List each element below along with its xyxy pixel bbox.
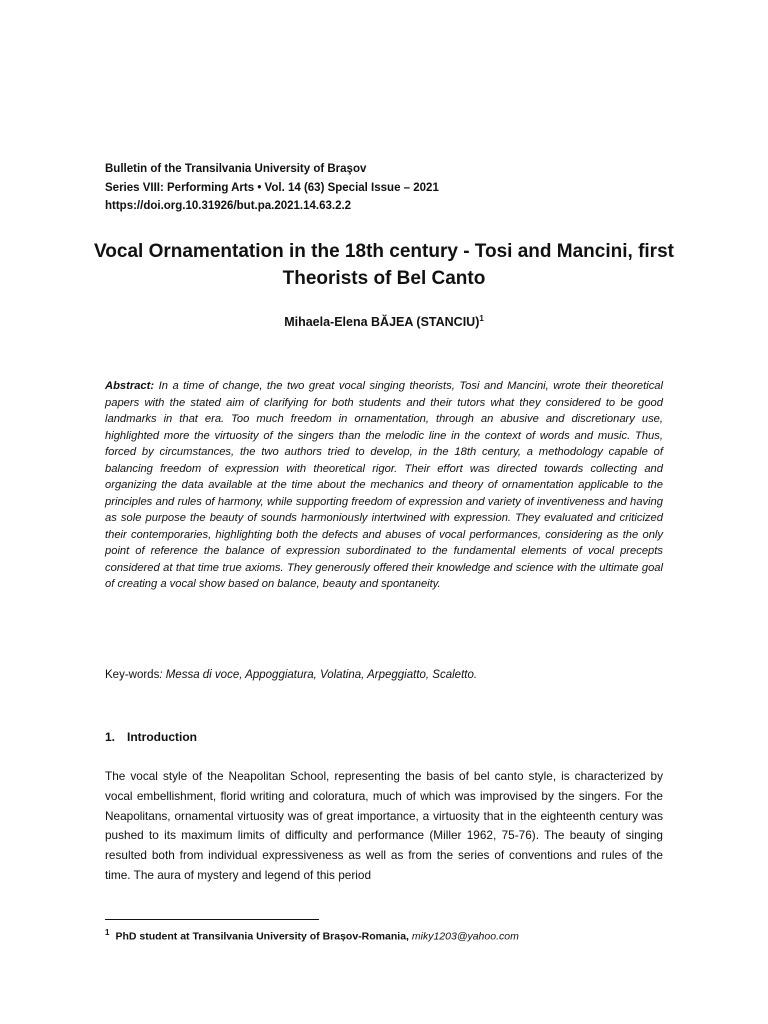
section-title: Introduction <box>127 730 197 744</box>
keywords-label: Key-words <box>105 669 160 681</box>
footnote-mark: 1 <box>105 928 110 937</box>
abstract <box>105 378 663 593</box>
section-heading <box>105 730 197 744</box>
author-name: Mihaela-Elena BĂJEA (STANCIU) <box>284 315 480 330</box>
abstract-label: Abstract: <box>105 380 155 392</box>
footnote-divider <box>105 919 319 920</box>
abstract-text: In a time of change, the two great vocal singing theorists, Tosi and Mancini, wrote their theoretical papers with the stated aim of clarifying for both students and their tutors what they considered to be good landmarks in that era. Too much freedom in ornamentation, through an abusive and discretionary use, highlighted more the virtuosity of the singers than the melodic line in the context of words and music. Thus, forced by circumstances, the two authors tried to develop, in the 18th century, a methodology capable of balancing freedom of expression with theoretical rigor. Their effort was directed towards collecting and organizing the data available at the time about the mechanics and theory of ornamentation applicable to the principles and rules of harmony, while supporting freedom of expression and variety of inventiveness and having as sole purpose the beauty of sounds harmoniously intertwined with expression. They evaluated and criticized their contemporaries, highlighting both the defects and abuses of vocal performances, considering as the only point of reference the balance of expression subordinated to the fundamental elements of vocal precepts considered at that time true axioms. They generously offered their knowledge and science with the ultimate goal of creating a vocal show based on balance, beauty and spontaneity. <box>105 380 663 590</box>
section-number: 1. <box>105 730 116 744</box>
footnote <box>105 928 519 943</box>
footnote-email[interactable]: miky1203@yahoo.com <box>411 930 519 943</box>
keywords-values: : Messa di voce, Appoggiatura, Volatina, Arpeggiatto, Scaletto. <box>159 669 478 681</box>
paper-title: Vocal Ornamentation in the 18th century - Tosi and Mancini, first Theorists of Bel Canto <box>94 241 674 289</box>
journal-series: Series VIII: Performing Arts • Vol. 14 (63) Special Issue – 2021 <box>105 181 439 194</box>
doi-link[interactable]: https://doi.org.10.31926/but.pa.2021.14.63.2.2 <box>105 200 352 212</box>
author-footnote-ref[interactable]: 1 <box>479 314 484 323</box>
body-paragraph: The vocal style of the Neapolitan School, representing the basis of bel canto style, is characterized by vocal embellishment, florid writing and coloratura, much of which was improvised by the singers. For the Neapolitans, ornamental virtuosity was of great importance, a virtuosity that in the eighteenth century was pushed to its maximum limits of difficulty and performance (Miller 1962, 75-76). The beauty of singing resulted both from individual expressiveness as well as from the series of conventions and rules of the time. The aura of mystery and legend of this period <box>105 769 663 882</box>
keywords <box>105 669 663 681</box>
journal-header <box>105 160 439 216</box>
author-line <box>0 314 768 329</box>
footnote-text: PhD student at Transilvania University of Brașov-Romania, <box>115 930 412 943</box>
journal-name: Bulletin of the Transilvania University of Braşov <box>105 163 367 175</box>
